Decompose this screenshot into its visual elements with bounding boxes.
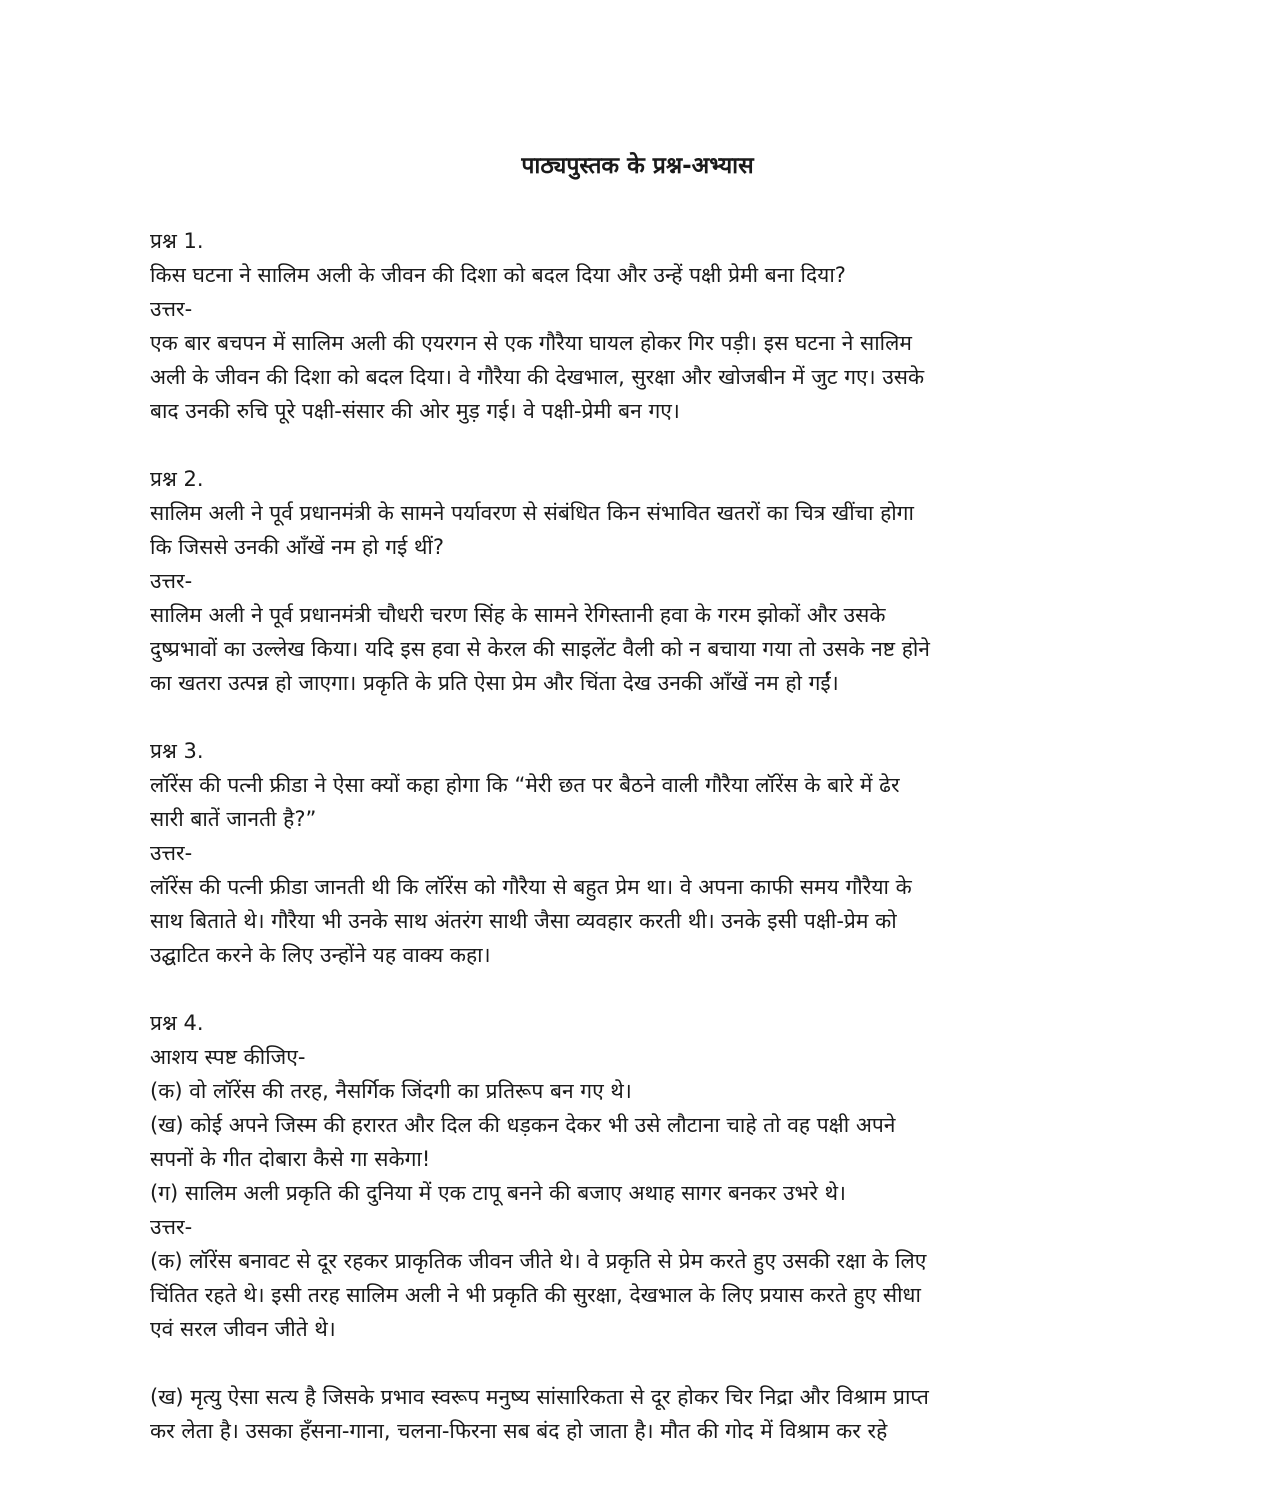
answer-text: साथ बिताते थे। गौरैया भी उनके साथ अंतरंग साथी जैसा व्यवहार करती थी। उनके इसी पक्षी-प्रेम को xyxy=(150,909,897,933)
question-text: किस घटना ने सालिम अली के जीवन की दिशा को बदल दिया और उन्हें पक्षी प्रेमी बना दिया? xyxy=(150,263,846,287)
content xyxy=(150,224,1130,1448)
question-1 xyxy=(150,224,1130,428)
answer-text: अली के जीवन की दिशा को बदल दिया। वे गौरैया की देखभाल, सुरक्षा और खोजबीन में जुट गए। उसके xyxy=(150,365,925,389)
question-label: प्रश्न 1. xyxy=(150,229,204,253)
question-3 xyxy=(150,734,1130,972)
question-4 xyxy=(150,1006,1130,1448)
question-2 xyxy=(150,462,1130,700)
answer-text: चिंतित रहते थे। इसी तरह सालिम अली ने भी प्रकृति की सुरक्षा, देखभाल के लिए प्रयास करते हुए सीधा xyxy=(150,1283,921,1307)
question-text: (ग) सालिम अली प्रकृति की दुनिया में एक टापू बनने की बजाए अथाह सागर बनकर उभरे थे। xyxy=(150,1181,846,1205)
answer-text: कर लेता है। उसका हँसना-गाना, चलना-फिरना सब बंद हो जाता है। मौत की गोद में विश्राम कर रहे xyxy=(150,1419,888,1443)
answer-text: एवं सरल जीवन जीते थे। xyxy=(150,1317,336,1341)
answer-label: उत्तर- xyxy=(150,297,193,321)
answer-text: एक बार बचपन में सालिम अली की एयरगन से एक गौरैया घायल होकर गिर पड़ी। इस घटना ने सालिम xyxy=(150,331,912,355)
question-label: प्रश्न 3. xyxy=(150,739,204,763)
question-label: प्रश्न 2. xyxy=(150,467,204,491)
answer-text: का खतरा उत्पन्न हो जाएगा। प्रकृति के प्रति ऐसा प्रेम और चिंता देख उनकी आँखें नम हो गईं। xyxy=(150,671,839,695)
question-text: (ख) कोई अपने जिस्म की हरारत और दिल की धड़कन देकर भी उसे लौटाना चाहे तो वह पक्षी अपने xyxy=(150,1113,896,1137)
answer-text: सालिम अली ने पूर्व प्रधानमंत्री चौधरी चरण सिंह के सामने रेगिस्तानी हवा के गरम झोकों और उसके xyxy=(150,603,886,627)
answer-text: दुष्प्रभावों का उल्लेख किया। यदि इस हवा से केरल की साइलेंट वैली को न बचाया गया तो उसके नष्ट होने xyxy=(150,637,930,661)
question-text: कि जिससे उनकी आँखें नम हो गई थीं? xyxy=(150,535,445,559)
answer-text: (क) लॉरेंस बनावट से दूर रहकर प्राकृतिक जीवन जीते थे। वे प्रकृति से प्रेम करते हुए उसकी रक्षा के लिए xyxy=(150,1249,927,1273)
answer-text: लॉरेंस की पत्नी फ्रीडा जानती थी कि लॉरेंस को गौरैया से बहुत प्रेम था। वे अपना काफी समय गौरैया के xyxy=(150,875,912,899)
question-text: आशय स्पष्ट कीजिए- xyxy=(150,1045,306,1069)
answer-label: उत्तर- xyxy=(150,569,193,593)
answer-label: उत्तर- xyxy=(150,841,193,865)
question-text: सालिम अली ने पूर्व प्रधानमंत्री के सामने पर्यावरण से संबंधित किन संभावित खतरों का चित्र खींचा होगा xyxy=(150,501,914,525)
page-title: पाठ्यपुस्तक के प्रश्न-अभ्यास xyxy=(521,153,754,179)
answer-text: बाद उनकी रुचि पूरे पक्षी-संसार की ओर मुड़ गई। वे पक्षी-प्रेमी बन गए। xyxy=(150,399,680,423)
question-text: सारी बातें जानती है?” xyxy=(150,807,317,831)
answer-text: (ख) मृत्यु ऐसा सत्य है जिसके प्रभाव स्वरूप मनुष्य सांसारिकता से दूर होकर चिर निद्रा और विश्राम प्राप्त xyxy=(150,1385,929,1409)
answer-text: उद्घाटित करने के लिए उन्होंने यह वाक्य कहा। xyxy=(150,943,491,967)
answer-label: उत्तर- xyxy=(150,1215,193,1239)
question-text: (क) वो लॉरेंस की तरह, नैसर्गिक जिंदगी का प्रतिरूप बन गए थे। xyxy=(150,1079,632,1103)
question-text: सपनों के गीत दोबारा कैसे गा सकेगा! xyxy=(150,1147,431,1171)
question-label: प्रश्न 4. xyxy=(150,1011,204,1035)
question-text: लॉरेंस की पत्नी फ्रीडा ने ऐसा क्यों कहा होगा कि “मेरी छत पर बैठने वाली गौरैया लॉरेंस के बारे में ढेर xyxy=(150,773,900,797)
